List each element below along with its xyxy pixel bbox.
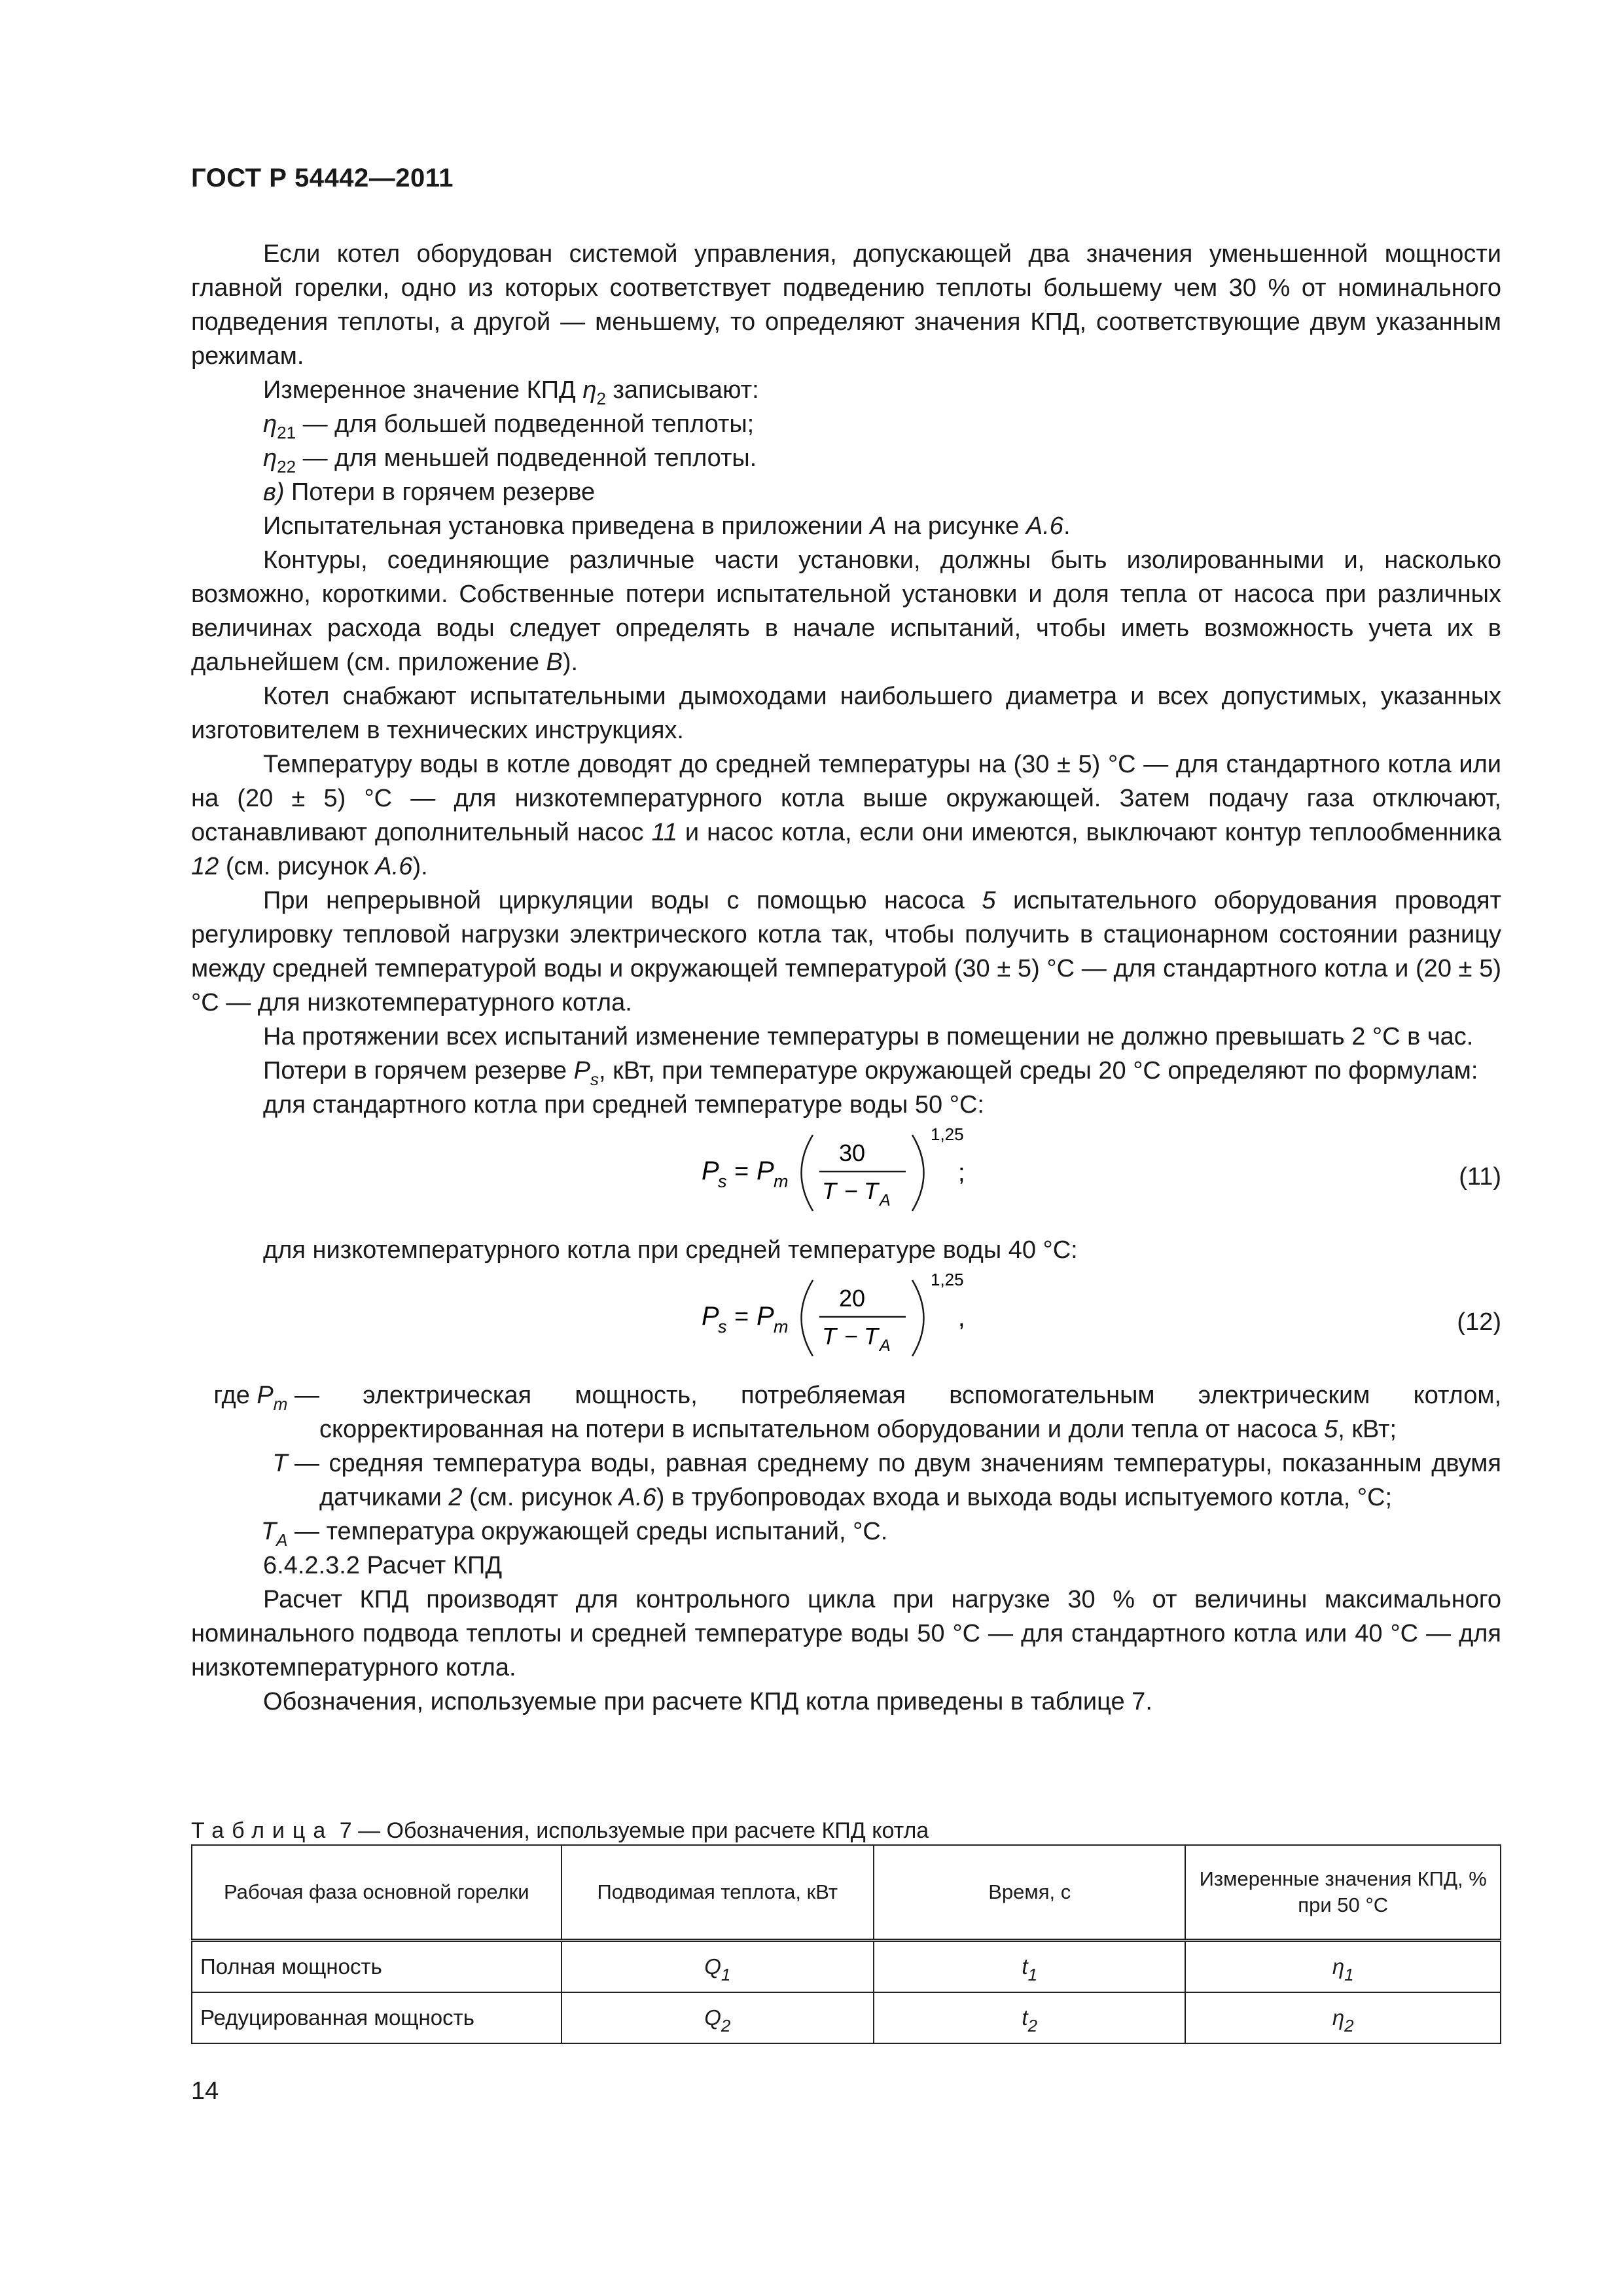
formula-den-ta-sub: A (880, 1191, 891, 1210)
paragraph (191, 1054, 1501, 1088)
subscript: 2 (1344, 2016, 1354, 2036)
paragraph: Расчет КПД производят для контрольного цикла при нагрузке 30 % от величины максимального номинального подвода теплоты и средней температуре воды 50 °С — для стандартного котла или 40 °С — для низкотемпературного котла. (191, 1586, 1501, 1681)
where-description (319, 1446, 1501, 1515)
table-cell-phase: Полная мощность (192, 1941, 562, 1993)
formula-lhs: P (702, 1157, 719, 1185)
symbol: η (1332, 2005, 1345, 2030)
formula-12 (191, 1267, 1501, 1378)
figure-ref: А.6 (375, 853, 413, 880)
table-cell-heat (562, 1941, 874, 1993)
right-paren (912, 1280, 924, 1356)
left-paren (802, 1135, 813, 1211)
text: ). (412, 853, 428, 880)
formula-lhs: P (702, 1302, 719, 1331)
table-cell-time (874, 1941, 1185, 1993)
table-cell-efficiency (1185, 1941, 1501, 1993)
where-description (319, 1515, 1501, 1549)
formula-den-ta: T (864, 1323, 878, 1350)
text: средняя температура воды, равная среднему по двум значениям температуры, показанным двумя датчиками (319, 1450, 1501, 1511)
page-number: 14 (191, 2077, 219, 2105)
formula-punct: , (958, 1304, 965, 1332)
text: — (287, 1450, 319, 1477)
table-7 (191, 1844, 1501, 2044)
formula-numerator: 30 (839, 1139, 866, 1166)
column-header: Измеренные значения КПД, % при 50 °С (1185, 1845, 1501, 1941)
body-text (191, 237, 1501, 1719)
text: Измеренное значение КПД (263, 376, 583, 404)
symbol: η (1332, 1954, 1345, 1979)
caption-label: Таблица (191, 1818, 334, 1843)
figure-ref: А.6 (1026, 512, 1063, 540)
formula-equals: = (734, 1158, 749, 1185)
left-paren (802, 1280, 813, 1356)
paragraph (191, 543, 1501, 679)
symbol: t (1022, 1954, 1028, 1979)
text: ) в трубопроводах входа и выхода воды испытуемого котла, °С; (656, 1484, 1393, 1511)
text: — (287, 1518, 319, 1545)
column-header: Время, с (874, 1845, 1185, 1941)
table-caption (191, 1818, 929, 1844)
list-item (191, 407, 1501, 441)
text: температура окружающей среды испытаний, °С. (326, 1518, 888, 1545)
formula-pm-sub: m (774, 1172, 789, 1191)
subscript: 1 (1344, 1965, 1354, 1984)
equation-number: (12) (1457, 1308, 1501, 1336)
item-ref: 11 (651, 819, 677, 846)
paragraph: для стандартного котла при средней температуре воды 50 °С: (263, 1091, 984, 1119)
item-ref: 2 (448, 1484, 463, 1511)
appendix-ref: В (546, 649, 563, 676)
subscript: 22 (277, 457, 296, 476)
where-description (319, 1378, 1501, 1446)
text: ). (562, 649, 579, 676)
list-item (191, 441, 1501, 475)
item-ref: 5 (982, 887, 996, 914)
column-header: Рабочая фаза основной горелки (192, 1845, 562, 1941)
subscript: s (590, 1069, 599, 1089)
subscript: A (276, 1530, 288, 1550)
item-ref: 12 (191, 853, 219, 880)
text: электрическая мощность, потребляемая вспомогательным электрическим котлом, скорректированная на потери в испытательном оборудовании и доли тепла от насоса (319, 1382, 1502, 1443)
text: (см. рисунок (219, 853, 376, 880)
table-cell-heat (562, 1992, 874, 2043)
text: испытательного оборудования проводят регулировку тепловой нагрузки электрического котла так, чтобы получить в стационарном состоянии разницу между средней температурой воды и окружающей температурой (30 ± 5) °С — для стандартного котла и (20 ± 5)°С — для низкотемпературного котла. (191, 887, 1501, 1016)
where-item-t (191, 1446, 1501, 1515)
caption-text: 7 — Обозначения, используемые при расчете КПД котла (333, 1818, 929, 1843)
formula-equals: = (734, 1303, 749, 1331)
formula-den-t: T (822, 1177, 836, 1204)
text: , кВт, при температуре окружающей среды 20 °С определяют по формулам: (598, 1057, 1478, 1085)
list-item (191, 475, 1501, 509)
text: Температуру воды в котле доводят до средней температуры на (30 ± 5) °С — для стандартного котла или на (20 ± 5) °С — для низкотемпературного котла выше окружающей. Затем подачу газа отключают, останавливают дополнительный насос (191, 751, 1501, 846)
eta-symbol: η (263, 410, 277, 438)
formula-12-graphic (702, 1267, 976, 1378)
formula-exponent: 1,25 (931, 1124, 964, 1144)
formula-den-t: T (822, 1323, 836, 1350)
formula-pm: P (757, 1302, 774, 1331)
paragraph: На протяжении всех испытаний изменение температуры в помещении не должно превышать 2 °С в час. (263, 1023, 1474, 1050)
symbol: P (573, 1057, 590, 1085)
text: . (1063, 512, 1071, 540)
column-header: Подводимая теплота, кВт (562, 1845, 874, 1941)
figure-ref: А.6 (618, 1484, 656, 1511)
appendix-ref: А (870, 512, 887, 540)
text: При непрерывной циркуляции воды с помощью насоса (263, 887, 982, 914)
item-ref: 5 (1324, 1416, 1338, 1443)
text: , кВт; (1338, 1416, 1397, 1443)
paragraph (191, 884, 1501, 1020)
document-header: ГОСТ Р 54442—2011 (191, 164, 454, 192)
subscript: m (273, 1394, 288, 1414)
symbol: Q (704, 2005, 721, 2030)
formula-den-minus: − (844, 1323, 859, 1350)
table-row (192, 1941, 1501, 1993)
subscript: 2 (596, 389, 606, 408)
right-paren (912, 1135, 924, 1211)
text: (см. рисунок (462, 1484, 619, 1511)
subscript: 21 (277, 423, 296, 442)
formula-pm: P (757, 1157, 774, 1185)
text: Контуры, соединяющие различные части установки, должны быть изолированными и, насколько возможно, короткими. Собственные потери испытательной установки и доля тепла от насоса при различных величинах расхода воды следует определять в начале испытаний, чтобы иметь возможность учета их в дальнейшем (см. приложение (191, 547, 1501, 676)
eta-symbol: η (582, 376, 597, 404)
text: — для большей подведенной теплоты; (296, 410, 755, 438)
text: записывают: (605, 376, 759, 404)
where-term (191, 1446, 319, 1480)
formula-lhs-sub: s (718, 1317, 727, 1336)
paragraph: Котел снабжают испытательными дымоходами наибольшего диаметра и всех допустимых, указанных изготовителем в технических инструкциях. (191, 683, 1501, 744)
subscript: 2 (721, 2016, 731, 2036)
formula-punct: ; (958, 1159, 965, 1187)
text: и насос котла, если они имеются, выключают контур теплообменника (677, 819, 1501, 846)
subscript: 1 (1027, 1965, 1038, 1984)
table-cell-efficiency (1185, 1992, 1501, 2043)
symbol: P (257, 1382, 274, 1409)
text: Потери в горячем резерве (284, 478, 596, 506)
paragraph: для низкотемпературного котла при средней температуре воды 40 °С: (263, 1236, 1078, 1264)
formula-den-ta-sub: A (880, 1336, 891, 1355)
formula-pm-sub: m (774, 1317, 789, 1336)
symbol: T (260, 1518, 277, 1545)
where-term (191, 1515, 319, 1549)
text: — для меньшей подведенной теплоты. (296, 444, 757, 472)
text: Потери в горячем резерве (263, 1057, 574, 1085)
paragraph (191, 747, 1501, 884)
table-header-row (192, 1845, 1501, 1941)
section-heading: 6.4.2.3.2 Расчет КПД (263, 1552, 503, 1579)
text: где (213, 1382, 257, 1409)
table-cell-phase: Редуцированная мощность (192, 1992, 562, 2043)
text: Испытательная установка приведена в приложении (263, 512, 870, 540)
text: на рисунке (886, 512, 1026, 540)
paragraph: Обозначения, используемые при расчете КПД котла приведены в таблице 7. (263, 1688, 1152, 1715)
paragraph: Если котел оборудован системой управления, допускающей два значения уменьшенной мощности главной горелки, одно из которых соответствует подведению теплоты большему чем 30 % от номинального подведения теплоты, а другой — меньшему, то определяют значения КПД, соответствующие двум указанным режимам. (191, 240, 1501, 370)
eta-symbol: η (263, 444, 277, 472)
paragraph (191, 509, 1501, 543)
symbol: T (272, 1450, 288, 1477)
symbol: Q (704, 1954, 721, 1979)
subscript: 1 (721, 1965, 731, 1984)
paragraph (191, 373, 1501, 407)
formula-11-graphic (702, 1122, 976, 1233)
where-term (191, 1378, 319, 1412)
text: — (287, 1382, 319, 1409)
formula-den-minus: − (844, 1177, 859, 1204)
formula-den-ta: T (864, 1177, 878, 1204)
table-row (192, 1992, 1501, 2043)
symbol: t (1022, 2005, 1028, 2030)
formula-exponent: 1,25 (931, 1270, 964, 1289)
table-cell-time (874, 1992, 1185, 2043)
where-item-pm (191, 1378, 1501, 1446)
list-marker: в) (263, 478, 285, 506)
formula-lhs-sub: s (718, 1172, 727, 1191)
formula-11 (191, 1122, 1501, 1233)
where-item-ta (191, 1515, 1501, 1549)
equation-number: (11) (1459, 1163, 1501, 1191)
subscript: 2 (1027, 2016, 1038, 2036)
formula-numerator: 20 (839, 1285, 866, 1312)
